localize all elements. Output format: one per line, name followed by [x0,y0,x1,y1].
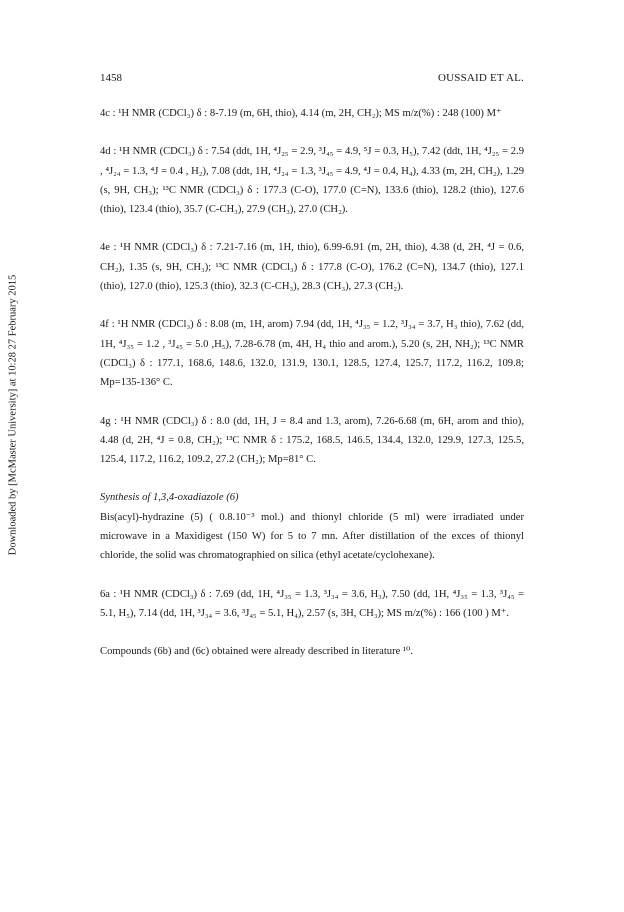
compound-4f-data: 4f : ¹H NMR (CDCl₃) δ : 8.08 (m, 1H, arom) 7.94 (dd, 1H, ⁴J₃₅ = 1.2, ³J₃₄ = 3.7, H₃ thio), 7.62 (dd, 1H, ⁴J₃₅ = 1.2 , ³J₄₅ = 5.0 ,H₅), 7.28-6.78 (m, 4H, H₄ thio and arom.), 5.20 (s, 2H, NH₂); ¹³C NMR (CDCl₃) δ : 177.1, 168.6, 148.6, 132.0, 131.9, 130.1, 128.5, 127.4, 125.7, 117.2, 116.2, 109.8; Mp=135-136° C. [100,319,524,389]
compound-6a-data: 6a : ¹H NMR (CDCl₃) δ : 7.69 (dd, 1H, ⁴J₃₅ = 1.3, ³J₃₄ = 3.6, H₃), 7.50 (dd, 1H, ⁴J₃₅ = 1.3, ³J₄₅ = 5.1, H₅), 7.14 (dd, 1H, ³J₃₄ = 3.6, ³J₄₅ = 5.1, H₄), 2.57 (s, 3H, CH₃); MS m/z(%) : 166 (100 ) M⁺. [100,588,524,619]
page-number: 1458 [100,72,122,84]
download-note: Downloaded by [McMaster University] at 10:28 27 February 2015 [7,274,19,556]
literature-note: Compounds (6b) and (6c) obtained were already described in literature ¹⁰. [100,646,414,658]
download-watermark [6,190,20,640]
synthesis-title: Synthesis of 1,3,4-oxadiazole (6) [100,492,239,504]
page-body [100,104,524,681]
page-header [100,72,524,88]
running-authors: OUSSAID ET AL. [437,72,524,84]
compound-4c-data: 4c : ¹H NMR (CDCl₃) δ : 8-7.19 (m, 6H, thio), 4.14 (m, 2H, CH₂); MS m/z(%) : 248 (100) M⁺ [100,108,502,119]
compound-4e-data: 4e : ¹H NMR (CDCl₃) δ : 7.21-7.16 (m, 1H, thio), 6.99-6.91 (m, 2H, thio), 4.38 (d, 2H, ⁴J = 0.6, CH₂), 1.35 (s, 9H, CH₃); ¹³C NMR (CDCl₃) δ : 177.8 (C-O), 176.2 (C=N), 134.7 (thio), 127.1 (thio), 127.0 (thio), 125.3 (thio), 32.3 (C-CH₃), 28.3 (CH₃), 27.3 (CH₂). [100,242,524,293]
compound-4d-data: 4d : ¹H NMR (CDCl₃) δ : 7.54 (ddt, 1H, ⁴J₂₅ = 2.9, ³J₄₅ = 4.9, ⁵J = 0.3, H₅), 7.42 (ddt, 1H, ⁴J₂₅ = 2.9 , ⁴J₂₄ = 1.3, ⁴J = 0.4 , H₂), 7.08 (ddt, 1H, ⁴J₂₄ = 1.3, ³J₄₅ = 4.9, ⁴J = 0.4, H₄), 4.33 (m, 2H, CH₂), 1.29 (s, 9H, CH₃); ¹³C NMR (CDCl₃) δ : 177.3 (C-O), 177.0 (C=N), 133.6 (thio), 128.2 (thio), 127.6 (thio), 123.4 (thio), 35.7 (C-CH₃), 27.9 (CH₃), 27.0 (CH₂). [100,146,524,216]
synthesis-body: Bis(acyl)-hydrazine (5) ( 0.8.10⁻³ mol.) and thionyl chloride (5 ml) were irradiated under microwave in a Maxidigest (150 W) for 5 to 7 mn. After distillation of the exces of thionyl chloride, the solid was chromatographied on silica (ethyl acetate/cyclohexane). [100,511,524,562]
compound-4g-data: 4g : ¹H NMR (CDCl₃) δ : 8.0 (dd, 1H, J = 8.4 and 1.3, arom), 7.26-6.68 (m, 6H, arom and thio), 4.48 (d, 2H, ⁴J = 0.8, CH₂); ¹³C NMR δ : 175.2, 168.5, 146.5, 134.4, 132.0, 129.9, 127.3, 125.5, 125.4, 117.2, 116.2, 109.2, 27.2 (CH₂); Mp=81° C. [100,415,524,466]
